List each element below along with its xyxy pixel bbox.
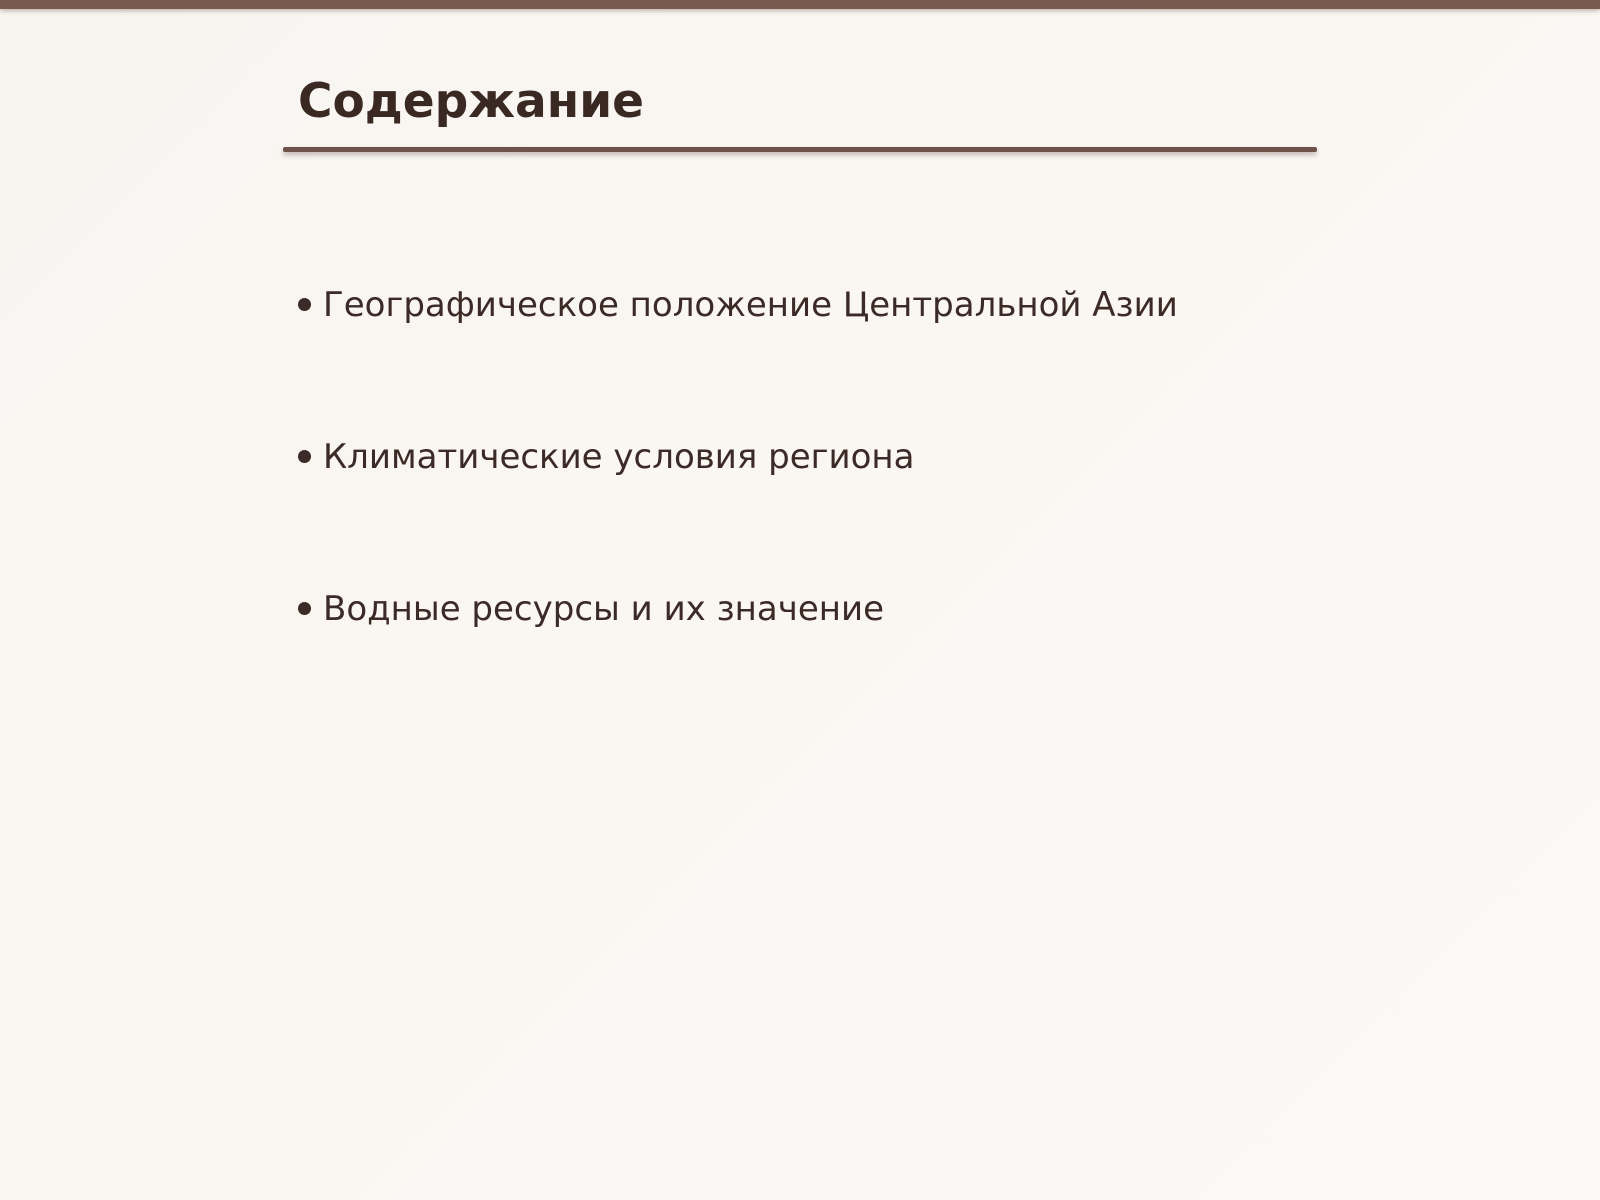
list-item-text: Климатические условия региона	[323, 437, 915, 477]
list-item	[298, 587, 884, 631]
list-item-text: Географическое положение Центральной Азии	[323, 285, 1178, 325]
bullet-icon	[298, 602, 311, 615]
top-accent-bar	[0, 0, 1600, 9]
list-item-text: Водные ресурсы и их значение	[323, 589, 884, 629]
title-divider	[283, 147, 1317, 152]
bullet-icon	[298, 298, 311, 311]
bullet-icon	[298, 450, 311, 463]
slide-title: Содержание	[298, 74, 645, 129]
list-item	[298, 435, 914, 479]
list-item	[298, 283, 1178, 327]
